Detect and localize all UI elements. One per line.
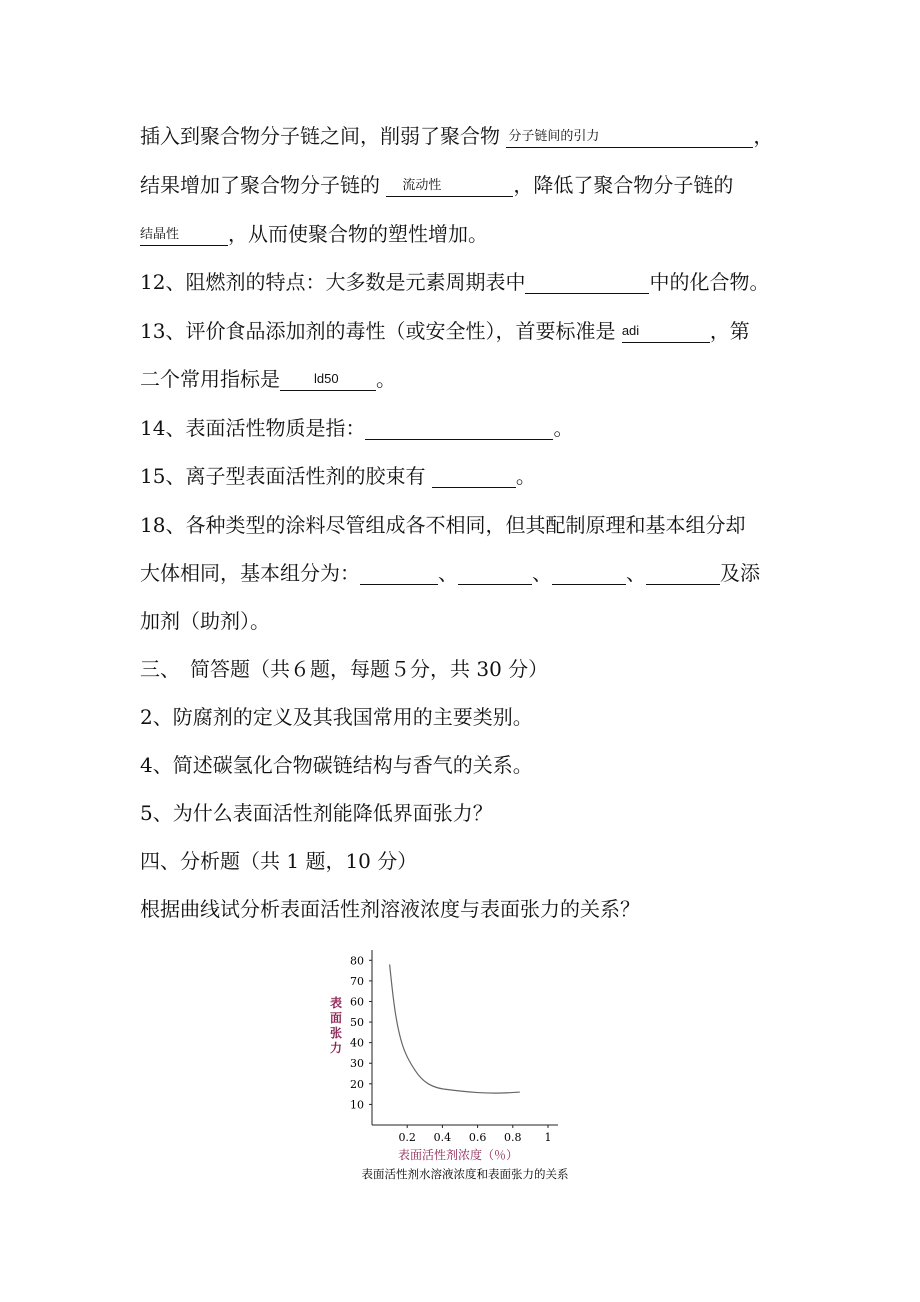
- line-text: 。: [376, 367, 396, 391]
- line-text: 4、简述碳氢化合物碳链结构与香气的关系。: [140, 753, 533, 777]
- x-tick-label: 0.4: [433, 1131, 452, 1144]
- x-tick-label: 0.2: [398, 1131, 416, 1144]
- y-tick-label: 70: [350, 974, 364, 988]
- text-line-2: [140, 173, 733, 197]
- text-line-9: [140, 513, 745, 537]
- answer-text: 流动性: [402, 177, 442, 192]
- y-tick-labels: [350, 954, 372, 1111]
- y-axis-label: [330, 995, 342, 1055]
- line-text: ，从而使聚合物的塑性增加。: [228, 222, 488, 246]
- answer-text: adi: [621, 323, 640, 338]
- text-line-4: [140, 270, 769, 294]
- line-text: 2、防腐剂的定义及其我国常用的主要类别。: [140, 705, 533, 729]
- line-text: 。: [553, 416, 574, 440]
- answer-blank: [458, 562, 532, 585]
- text-line-5: [140, 319, 750, 343]
- y-tick-label: 60: [350, 995, 364, 1009]
- chart-title: 表面活性剂水溶液浓度和表面张力的关系: [361, 1167, 569, 1181]
- line-text: 三、 简答题（共６题，每题５分，共 30 分）: [140, 657, 549, 681]
- question-2: [140, 705, 533, 729]
- y-tick-label: 10: [350, 1098, 364, 1112]
- answer-text: 分子链间的引力: [508, 128, 600, 143]
- surface-tension-chart: [330, 945, 600, 1190]
- answer-blank: [622, 320, 710, 343]
- answer-blank: [360, 562, 438, 585]
- chart-svg: [330, 945, 600, 1190]
- line-text: 12、阻燃剂的特点：大多数是元素周期表中: [140, 270, 526, 294]
- line-text: 加剂（助剂）。: [140, 609, 270, 633]
- x-tick-label: 1: [544, 1131, 552, 1144]
- text-line-7: [140, 416, 573, 440]
- y-label-char: 力: [330, 1041, 343, 1055]
- text-line-1: [140, 124, 773, 148]
- line-text: 插入到聚合物分子链之间，削弱了聚合物: [140, 124, 507, 148]
- line-text: 结果增加了聚合物分子链的: [140, 173, 387, 197]
- section-heading-3: [140, 657, 548, 681]
- text-line-10: [140, 561, 760, 585]
- answer-blank: [386, 174, 513, 197]
- line-text: ，第: [709, 319, 750, 343]
- answer-blank: [506, 125, 753, 148]
- x-tick-label: 0.8: [504, 1131, 522, 1144]
- answer-blank: [140, 223, 228, 246]
- x-tick-labels: [398, 1125, 551, 1144]
- line-text: 。: [515, 464, 536, 488]
- line-text: 二个常用指标是: [140, 367, 280, 391]
- y-tick-label: 30: [350, 1057, 364, 1071]
- text-line-8: [140, 464, 536, 488]
- answer-blank: [280, 368, 376, 391]
- line-text: 18、各种类型的涂料尽管组成各不相同，但其配制原理和基本组分却: [140, 513, 746, 537]
- section-heading-4: [140, 849, 417, 873]
- text-line-3: [140, 222, 488, 246]
- text-line-11: [140, 609, 270, 633]
- y-tick-label: 20: [350, 1077, 364, 1091]
- answer-blank: [525, 271, 649, 294]
- answer-blank: [432, 465, 516, 488]
- separator: 、: [438, 561, 458, 585]
- y-label-char: 面: [330, 1011, 343, 1025]
- separator: 、: [532, 561, 552, 585]
- series-line: [390, 964, 520, 1093]
- separator: 、: [626, 561, 646, 585]
- y-tick-label: 50: [350, 1016, 364, 1030]
- line-text: 四、分析题（共 1 题，10 分）: [140, 849, 418, 873]
- line-text: 14、表面活性物质是指：: [140, 416, 366, 440]
- y-label-char: 张: [330, 1026, 343, 1040]
- question-5: [140, 801, 493, 825]
- x-axis-label: 表面活性剂浓度（％）: [397, 1148, 519, 1162]
- answer-text: ld50: [314, 371, 339, 386]
- y-label-char: 表: [330, 996, 343, 1010]
- x-tick-label: 0.6: [468, 1131, 487, 1144]
- analysis-question: [140, 897, 640, 921]
- answer-blank: [365, 417, 553, 440]
- line-text: 13、评价食品添加剂的毒性（或安全性），首要标准是: [140, 319, 622, 343]
- question-4: [140, 753, 533, 777]
- y-tick-label: 40: [350, 1036, 364, 1050]
- line-text: 15、离子型表面活性剂的胶束有: [140, 464, 432, 488]
- answer-blank: [646, 562, 720, 585]
- text-line-6: [140, 367, 396, 391]
- line-text: 大体相同，基本组分为：: [140, 561, 360, 585]
- answer-blank: [552, 562, 626, 585]
- line-text: 5、为什么表面活性剂能降低界面张力？: [140, 801, 493, 825]
- line-text: 及添: [720, 561, 760, 585]
- line-text: ，降低了聚合物分子链的: [513, 173, 734, 197]
- line-text: ，: [753, 124, 774, 148]
- answer-text: 结晶性: [140, 226, 180, 241]
- line-text: 中的化合物。: [649, 270, 770, 294]
- line-text: 根据曲线试分析表面活性剂溶液浓度与表面张力的关系？: [140, 897, 640, 921]
- y-tick-label: 80: [350, 954, 364, 968]
